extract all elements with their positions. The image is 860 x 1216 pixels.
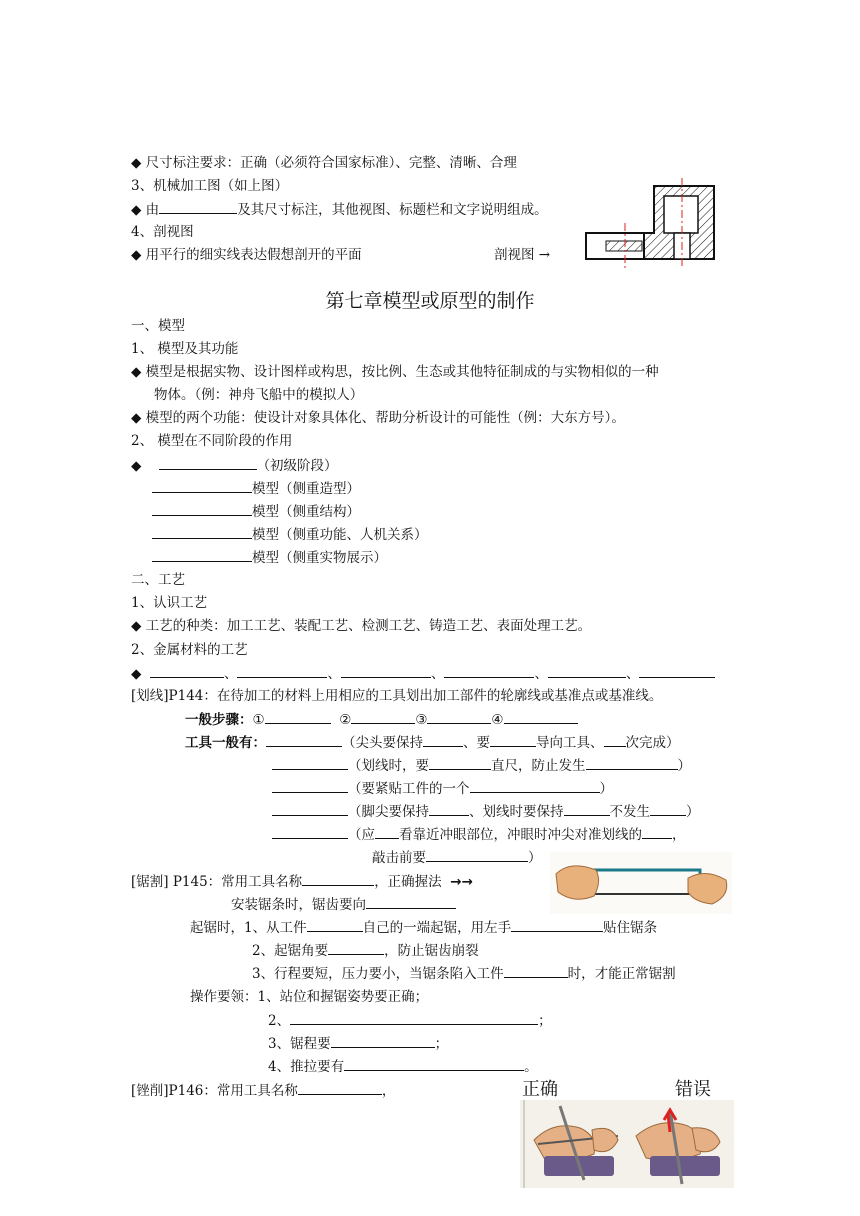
metal-craft-heading: 2、金属材料的工艺 bbox=[131, 642, 248, 658]
marking-tool-4: （脚尖要保持 、划线时要保持 不发生 ） bbox=[272, 801, 700, 822]
saw-op-3: 3、锯程要 ； bbox=[268, 1033, 448, 1054]
filing-wrong-label: 错误 bbox=[675, 1079, 711, 1100]
dimension-requirement-line: ◆ 尺寸标注要求：正确（必须符合国家标准）、完整、清晰、合理 bbox=[131, 155, 517, 171]
model-stage-4: 模型（侧重功能、人机关系） bbox=[152, 524, 428, 545]
machining-drawing-line: ◆ 由 及其尺寸标注，其他视图、标题栏和文字说明组成。 bbox=[131, 199, 548, 220]
metal-craft-blanks: ◆ 、 、 、 、 、 bbox=[131, 663, 715, 684]
model-stage-5: 模型（侧重实物展示） bbox=[152, 547, 387, 568]
machining-drawing-heading: 3、机械加工图（如上图） bbox=[131, 178, 289, 194]
saw-op-2: 2、 ； bbox=[268, 1010, 552, 1031]
section-view-label: 剖视图 → bbox=[494, 247, 551, 263]
saw-start-3: 3、行程要短，压力要小，当锯条陷入工件 时，才能正常锯割 bbox=[252, 963, 676, 984]
sawing-intro: [锯割] P145：常用工具名称 ，正确握法 →→ bbox=[131, 871, 473, 892]
model-stage-1: ◆ （初级阶段） bbox=[131, 455, 338, 476]
saw-start-2: 2、起锯角要 ，防止锯齿崩裂 bbox=[252, 940, 479, 961]
model-stages-heading: 2、 模型在不同阶段的作用 bbox=[131, 433, 293, 449]
marking-intro: [划线]P144：在待加工的材料上用相应的工具划出加工部件的轮廓线或基准点或基准线。 bbox=[131, 688, 663, 704]
marking-tool-5-cont: 敲击前要 ） bbox=[372, 847, 542, 868]
section-view-line: ◆ 用平行的细实线表达假想剖开的平面 bbox=[131, 247, 362, 263]
marking-tool-5: （应 看靠近冲眼部位，冲眼时冲尖对准划线的 ， bbox=[272, 824, 686, 845]
saw-op-4: 4、推拉要有 。 bbox=[268, 1056, 538, 1077]
model-function-heading: 1、 模型及其功能 bbox=[131, 341, 239, 357]
saw-start-1: 起锯时，1、从工件 自己的一端起锯，用左手 贴住锯条 bbox=[190, 917, 657, 938]
marking-tool-3: （要紧贴工件的一个 ） bbox=[272, 778, 613, 799]
model-heading: 一、模型 bbox=[131, 318, 185, 334]
chapter-title: 第七章模型或原型的制作 bbox=[325, 290, 535, 312]
saw-grip-picture bbox=[550, 852, 732, 914]
marking-steps: 一般步骤：① ② ③ ④ bbox=[185, 709, 578, 730]
filing-correct-label: 正确 bbox=[522, 1079, 558, 1100]
craft-types-line: ◆ 工艺的种类：加工工艺、装配工艺、检测工艺、铸造工艺、表面处理工艺。 bbox=[131, 618, 592, 634]
section-view-heading: 4、剖视图 bbox=[131, 224, 194, 240]
filing-picture bbox=[520, 1100, 734, 1188]
saw-install-line: 安装锯条时，锯齿要向 bbox=[231, 894, 456, 915]
craft-heading: 二、工艺 bbox=[131, 572, 185, 588]
model-stage-2: 模型（侧重造型） bbox=[152, 478, 360, 499]
marking-tool-1: 工具一般有： （尖头要保持 、要 导向工具、 次完成） bbox=[185, 732, 680, 753]
filing-intro: [锉削]P146：常用工具名称 ， bbox=[131, 1080, 395, 1101]
model-definition-line-2: 物体。（例：神舟飞船中的模拟人） bbox=[154, 387, 364, 403]
saw-op-1: 操作要领：1、站位和握锯姿势要正确； bbox=[190, 989, 429, 1005]
arrows-icon: →→ bbox=[450, 874, 473, 890]
know-craft-heading: 1、认识工艺 bbox=[131, 595, 208, 611]
section-view-drawing bbox=[580, 178, 722, 268]
model-stage-3: 模型（侧重结构） bbox=[152, 501, 360, 522]
model-definition-line: ◆ 模型是根据实物、设计图样或构思，按比例、生态或其他特征制成的与实物相似的一种 bbox=[131, 364, 659, 380]
marking-tool-2: （划线时，要 直尺，防止发生 ） bbox=[272, 755, 691, 776]
model-functions-line: ◆ 模型的两个功能：使设计对象具体化、帮助分析设计的可能性（例：大东方号）。 bbox=[131, 410, 625, 426]
